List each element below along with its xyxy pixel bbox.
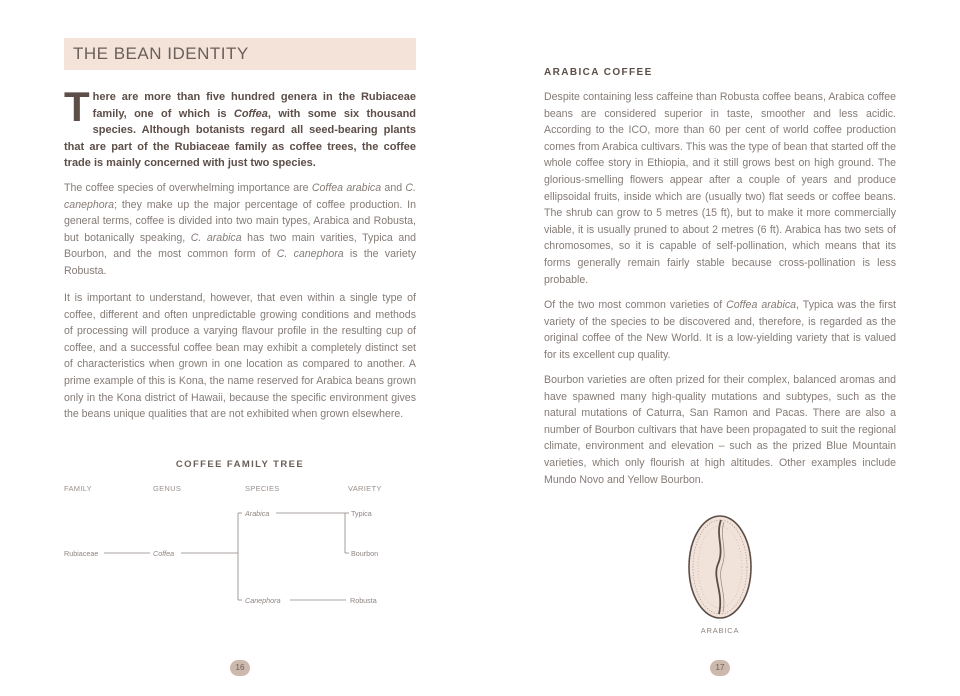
coffee-bean-illustration	[685, 512, 755, 622]
text-run: The coffee species of overwhelming importance are	[64, 182, 312, 194]
tree-node-family: Rubiaceae	[64, 549, 99, 558]
tree-header-variety: VARIETY	[348, 484, 382, 493]
text-run: and	[381, 182, 406, 194]
italic-run: C. arabica	[190, 231, 242, 244]
text-run: Of the two most common varieties of	[544, 299, 727, 311]
page-number-badge: 17	[710, 660, 730, 676]
tree-header-species: SPECIES	[245, 484, 280, 493]
lead-coffea: Coffea	[233, 107, 268, 120]
italic-run: Coffea arabica	[726, 299, 797, 311]
tree-node-variety-robusta: Robusta	[350, 596, 377, 605]
tree-node-species-canephora: Canephora	[245, 596, 281, 605]
text-run: is the variety Robusta.	[64, 248, 416, 277]
tree-header-genus: GENUS	[153, 484, 182, 493]
italic-run: C. canephora	[276, 248, 344, 261]
paragraph-bourbon: Bourbon varieties are often prized for their complex, balanced aromas and have spawned many high-quality mutations and subtypes, such as the natural mutations of Caturra, San Ramon and Pacas. There are also a number of Bourbon cultivars that have been propagated to suit the regional climate, environment and elevation – such as the prized Blue Mountain varieties, which only flourish at high altitudes. Other examples include Mundo Novo and Yellow Bourbon.	[544, 374, 896, 486]
tree-node-variety-typica: Typica	[351, 509, 372, 518]
paragraph-arabica-intro: Despite containing less caffeine than Robusta coffee beans, Arabica coffee beans are considered superior in taste, smoother and less acidic. According to the ICO, more than 60 per cent of world coffee production comes from Arabica cultivars. This was the type of bean that started off the whole coffee story in Ethiopia, and it still grows best on high ground. The glorious-smelling flowers appear after a couple of years and produce ellipsoidal fruits, inside which are (usually two) flat seeds or coffee beans. The shrub can grow to 5 metres (15 ft), but to make it more commercially viable, it is usually pruned to about 2 metres (6 ft). Arabica has two sets of chromosomes, so it is capable of self-pollination, which means that its forms generally remain fairly stable because cross-pollination is less probable.	[544, 91, 896, 286]
tree-node-genus: Coffea	[153, 549, 175, 558]
text-run: has two main varities, Typica and Bourbon, and the most common form of	[64, 231, 416, 261]
page-number-badge: 16	[230, 660, 250, 676]
tree-node-variety-bourbon: Bourbon	[351, 549, 379, 558]
italic-run: C. canephora	[64, 182, 416, 211]
lead-text-2: , with some six thousand species. Although botanists regard all seed-bearing plants that are part of the Rubiaceae family as coffee trees, the coffee trade is mainly concerned with just two species.	[64, 107, 417, 170]
section-title: THE BEAN IDENTITY	[73, 44, 249, 63]
italic-run: Coffea arabica	[311, 182, 382, 194]
tree-header-family: FAMILY	[64, 484, 92, 493]
tree-node-species-arabica: Arabica	[245, 509, 270, 518]
right-page	[480, 0, 960, 696]
paragraph-kona: It is important to understand, however, that even within a single type of coffee, different and often unpredictable growing conditions and methods of processing will produce a varying flavour profile in the resulting cup of coffee, and a successful coffee bean may exhibit a completely distinct set of characteristics when grown in one location as compared to another. A prime example of this is Kona, the name reserved for Arabica beans grown only in the Kona district of Hawaii, because the specific environment gives the beans unique qualities that are not exhibited when grown elsewhere.	[64, 292, 416, 421]
text-run: , Typica was the first variety of the species to be discovered and, therefore, is regarded as the original coffee of the New World. It is a low-yielding variety that is valued for its excellent cup quality.	[544, 299, 897, 361]
drop-cap: T	[64, 83, 90, 130]
bean-caption: ARABICA	[700, 626, 740, 635]
text-run: ; they make up the major percentage of coffee production. In general terms, coffee is divided into two main types, Arabica and Robusta, but botanically speaking,	[64, 198, 416, 244]
tree-title: COFFEE FAMILY TREE	[175, 459, 305, 470]
arabica-heading: ARABICA COFFEE	[544, 67, 653, 78]
lead-text-1: here are more than five hundred genera in the Rubiaceae family, one of which is	[92, 91, 416, 120]
paragraph-typica	[544, 297, 896, 363]
